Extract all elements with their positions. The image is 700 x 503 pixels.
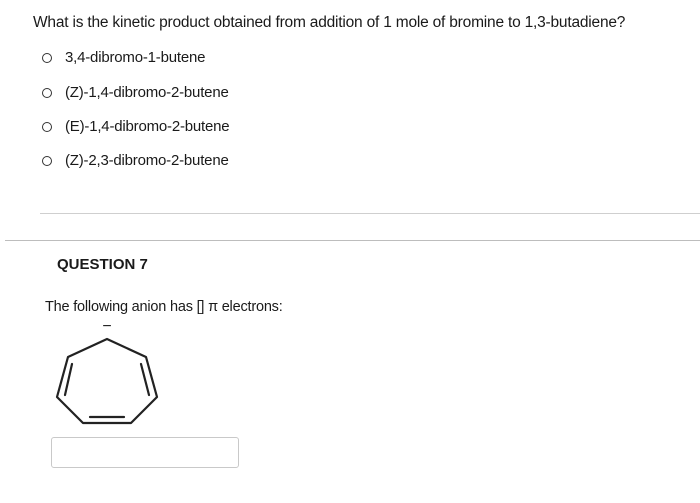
cycloheptadienyl-anion-structure	[52, 318, 167, 436]
question-7-prompt: The following anion has [] π electrons:	[45, 299, 283, 315]
question-7-heading: QUESTION 7	[57, 256, 148, 273]
section-divider	[5, 240, 700, 241]
radio-button-icon[interactable]	[42, 156, 52, 166]
option-2-label: (Z)-1,4-dibromo-2-butene	[65, 84, 229, 101]
question-6-prompt: What is the kinetic product obtained from addition of 1 mole of bromine to 1,3-butadiene?	[33, 14, 626, 31]
option-3-label: (E)-1,4-dibromo-2-butene	[65, 118, 230, 135]
radio-button-icon[interactable]	[42, 88, 52, 98]
option-3[interactable]	[42, 118, 229, 135]
divider	[40, 213, 700, 214]
option-4[interactable]	[42, 152, 229, 169]
option-1[interactable]	[42, 49, 205, 66]
negative-charge-label: −	[102, 318, 112, 335]
option-1-label: 3,4-dibromo-1-butene	[65, 49, 206, 66]
answer-input[interactable]	[51, 437, 239, 468]
radio-button-icon[interactable]	[42, 53, 52, 63]
option-2[interactable]	[42, 84, 229, 101]
radio-button-icon[interactable]	[42, 122, 52, 132]
option-4-label: (Z)-2,3-dibromo-2-butene	[65, 152, 229, 169]
